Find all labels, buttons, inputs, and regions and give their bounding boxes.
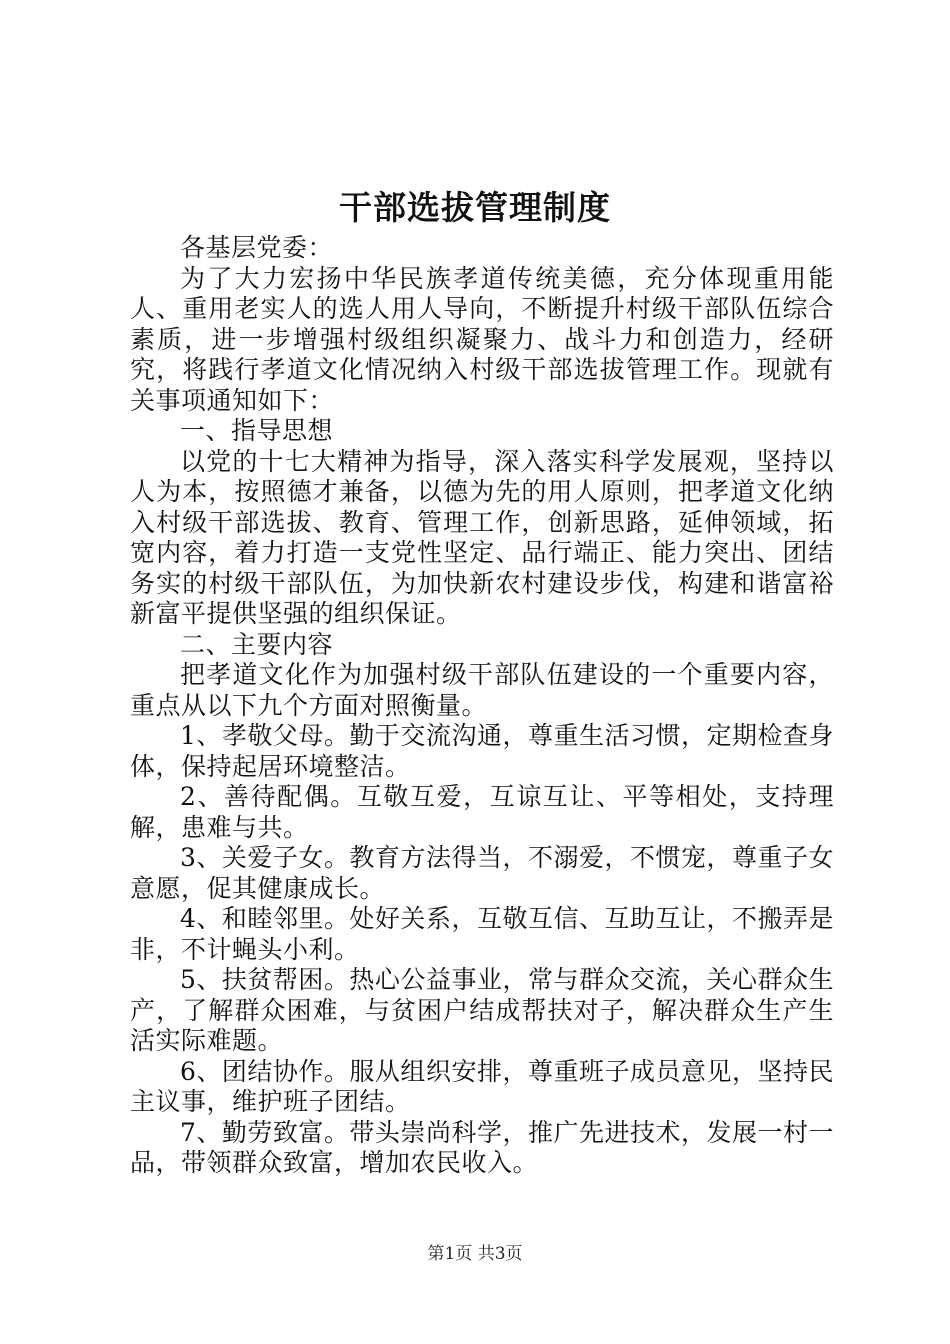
list-item-1: 1、孝敬父母。勤于交流沟通，尊重生活习惯，定期检查身体，保持起居环境整洁。	[130, 721, 834, 781]
section-heading-guiding-ideology: 一、指导思想	[180, 416, 334, 445]
main-content-paragraph: 把孝道文化作为加强村级干部队伍建设的一个重要内容，重点从以下九个方面对照衡量。	[130, 660, 834, 720]
list-item-5: 5、扶贫帮困。热心公益事业，常与群众交流，关心群众生产，了解群众困难，与贫困户结成帮扶对子，解决群众生产生活实际难题。	[130, 965, 834, 1055]
salutation: 各基层党委：	[180, 233, 334, 262]
list-item-4: 4、和睦邻里。处好关系，互敬互信、互助互让，不搬弄是非，不计蝇头小利。	[130, 904, 834, 964]
list-item-7: 7、勤劳致富。带头崇尚科学，推广先进技术，发展一村一品，带领群众致富，增加农民收入。	[130, 1117, 834, 1177]
list-item-3: 3、关爱子女。教育方法得当，不溺爱，不惯宠，尊重子女意愿，促其健康成长。	[130, 843, 834, 903]
page-footer: 第1页 共3页	[427, 1244, 523, 1264]
list-item-6: 6、团结协作。服从组织安排，尊重班子成员意见，坚持民主议事，维护班子团结。	[130, 1056, 834, 1116]
guiding-ideology-paragraph: 以党的十七大精神为指导，深入落实科学发展观，坚持以人为本，按照德才兼备，以德为先的用人原则，把孝道文化纳入村级干部选拔、教育、管理工作，创新思路，延伸领域，拓宽内容，着力打造一支党性坚定、品行端正、能力突出、团结务实的村级干部队伍，为加快新农村建设步伐，构建和谐富裕新富平提供坚强的组织保证。	[130, 446, 834, 628]
document-body	[130, 233, 834, 1179]
section-heading-main-content: 二、主要内容	[180, 629, 334, 659]
intro-paragraph: 为了大力宏扬中华民族孝道传统美德，充分体现重用能人、重用老实人的选人用人导向，不断提升村级干部队伍综合素质，进一步增强村级组织凝聚力、战斗力和创造力，经研究，将践行孝道文化情况纳入村级干部选拔管理工作。现就有关事项通知如下：	[130, 263, 834, 415]
document-title: 干部选拔管理制度	[339, 188, 611, 227]
list-item-2: 2、善待配偶。互敬互爱，互谅互让、平等相处，支持理解，患难与共。	[130, 782, 834, 842]
